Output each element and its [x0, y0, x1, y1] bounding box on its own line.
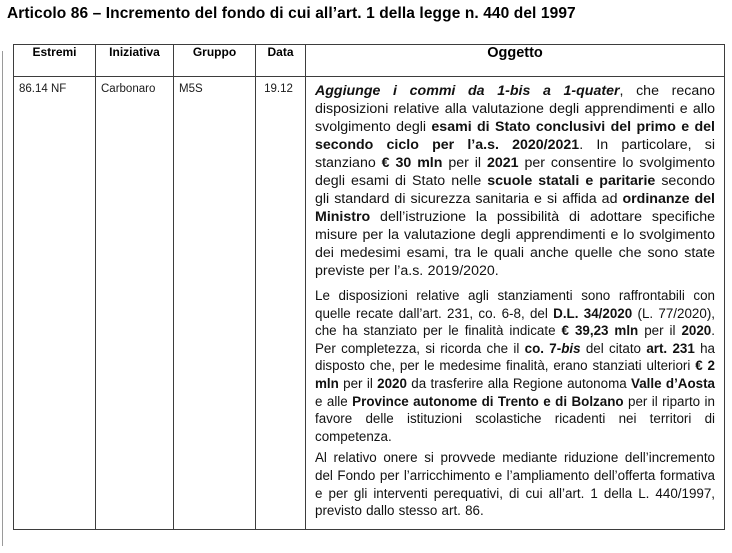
column-header-estremi: Estremi: [14, 45, 96, 77]
oggetto-paragraph: Le disposizioni relative agli stanziamenti sono raffrontabili con quelle recate dall’art. 231, co. 6-8, del D.L. 34/2020 (L. 77/2020), che ha stanziato per le finalità indicate € 39,23 mln per il 2020. Per completezza, si ricorda che il co. 7-bis del citato art. 231 ha disposto che, per le medesime finalità, erano stanziati ulteriori € 2 mln per il 2020 da trasferire alla Regione autonoma Valle d’Aosta e alle Province autonome di Trento e di Bolzano per il riparto in favore delle istituzioni scolastiche ricadenti nei territori di competenza.: [315, 288, 715, 444]
column-header-iniziativa: Iniziativa: [96, 45, 174, 77]
amendment-table: [13, 44, 725, 530]
oggetto-content: [315, 82, 715, 520]
page-edge-line: [2, 51, 3, 546]
table-row: [14, 77, 725, 530]
oggetto-paragraph: Aggiunge i commi da 1-bis a 1-quater, che recano disposizioni relative alla valutazione degli apprendimenti e allo svolgimento degli esami di Stato conclusivi del primo e del secondo ciclo per l’a.s. 2020/2021. In particolare, si stanziano € 30 mln per il 2021 per consentire lo svolgimento degli esami di Stato nelle scuole statali e paritarie secondo gli standard di sicurezza sanitaria e si affida ad ordinanze del Ministro dell’istruzione la possibilità di adottare specifiche misure per la valutazione degli apprendimenti e lo svolgimento dei medesimi esami, tra le quali anche quelle che sono state previste per l’a.s. 2019/2020.: [315, 83, 716, 279]
cell-estremi: 86.14 NF: [14, 77, 96, 530]
column-header-oggetto: Oggetto: [306, 45, 725, 77]
column-header-gruppo: Gruppo: [174, 45, 256, 77]
oggetto-paragraph: Al relativo onere si provvede mediante riduzione dell’incremento del Fondo per l’arricchimento e l’ampliamento dell’offerta formativa e per gli interventi perequativi, di cui all’art. 1 della L. 440/1997, previsto dallo stesso art. 86.: [315, 450, 715, 519]
table-header-row: [14, 45, 725, 77]
cell-oggetto: [306, 77, 725, 530]
cell-data: 19.12: [256, 77, 306, 530]
column-header-data: Data: [256, 45, 306, 77]
cell-iniziativa: Carbonaro: [96, 77, 174, 530]
cell-gruppo: M5S: [174, 77, 256, 530]
page-title: Articolo 86 – Incremento del fondo di cui all’art. 1 della legge n. 440 del 1997: [7, 5, 576, 22]
document-page: [0, 5, 732, 553]
